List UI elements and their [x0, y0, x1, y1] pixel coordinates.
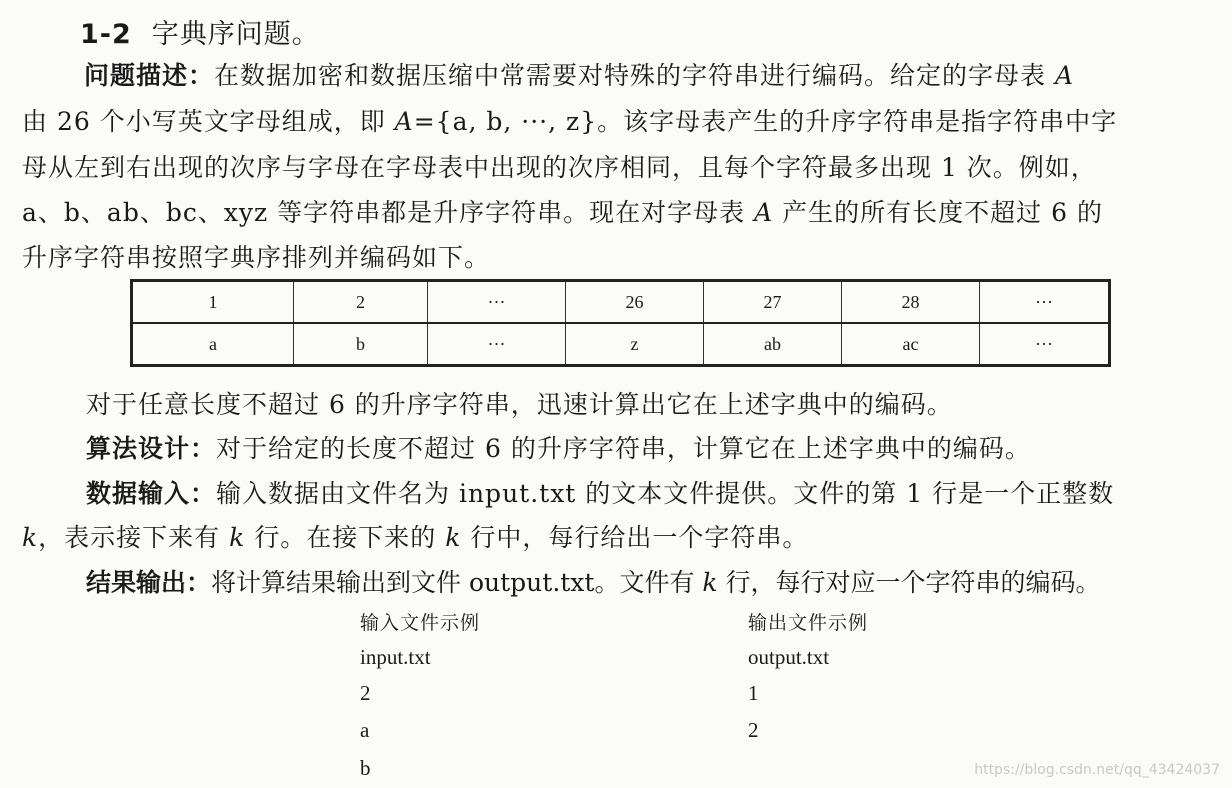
code-row: [132, 281, 1110, 324]
problem-text: 产生的所有长度不超过 6 的: [782, 198, 1103, 227]
alphabet-var: A: [754, 198, 774, 227]
string-cell: b: [294, 323, 428, 366]
input-example-line: b: [360, 756, 371, 780]
string-cell: ab: [704, 323, 842, 366]
code-cell: ···: [428, 281, 566, 324]
code-cell: 2: [294, 281, 428, 324]
code-cell: 27: [704, 281, 842, 324]
output-label: 结果输出：: [86, 568, 212, 597]
algorithm-label: 算法设计：: [86, 434, 217, 463]
alphabet-var: A: [1054, 61, 1075, 90]
problem-line-2: [22, 102, 1117, 138]
input-example-header: 输入文件示例: [360, 612, 481, 634]
string-cell: a: [132, 323, 294, 366]
string-row: [132, 323, 1110, 366]
input-text: 行中，每行给出一个字符串。: [470, 523, 809, 552]
input-text: ，表示接下来有: [38, 523, 221, 552]
input-example-line: a: [360, 718, 370, 742]
problem-text: 由 26 个小写英文字母组成，即: [22, 107, 386, 136]
encoding-table: [130, 279, 1111, 367]
input-line-2: [22, 518, 808, 554]
input-text: 输入数据由文件名为 input.txt 的文本文件提供。文件的第 1 行是一个正整数: [216, 479, 1115, 508]
k-var: k: [22, 523, 39, 552]
output-line: [86, 563, 1101, 599]
output-example-line: 2: [748, 718, 759, 742]
code-cell: 26: [566, 281, 704, 324]
input-example-line: input.txt: [360, 645, 431, 669]
problem-line-3: 母从左到右出现的次序与字母在字母表中出现的次序相同，且每个字符最多出现 1 次。例如，: [22, 153, 1097, 182]
k-var: k: [229, 523, 246, 552]
problem-line-1: [84, 56, 1074, 92]
problem-text: 在数据加密和数据压缩中常需要对特殊的字符串进行编码。给定的字母表: [214, 61, 1047, 90]
k-var: k: [702, 568, 718, 597]
string-cell: ac: [842, 323, 980, 366]
problem-text: 。该字母表产生的升序字符串是指字符串中字: [597, 107, 1118, 136]
output-example-header: 输出文件示例: [748, 612, 869, 634]
output-example-line: output.txt: [748, 645, 830, 669]
code-cell: ···: [980, 281, 1110, 324]
section-title: 字典序问题。: [151, 19, 320, 50]
input-example-line: 2: [360, 681, 371, 705]
section-heading: [80, 12, 320, 51]
section-number: 1-2: [80, 19, 132, 50]
watermark: https://blog.csdn.net/qq_43424037: [974, 762, 1220, 778]
code-cell: 28: [842, 281, 980, 324]
string-cell: ···: [428, 323, 566, 366]
alphabet-set: ={a, b, ···, z}: [413, 107, 598, 136]
problem-line-5: 升序字符串按照字典序排列并编码如下。: [22, 243, 491, 272]
input-line-1: [86, 474, 1114, 510]
output-text: 行，每行对应一个字符串的编码。: [725, 568, 1101, 597]
problem-text: a、b、ab、bc、xyz 等字符串都是升序字符串。现在对字母表: [22, 198, 746, 227]
string-cell: z: [566, 323, 704, 366]
problem-line-4: [22, 193, 1103, 229]
problem-label: 问题描述：: [84, 61, 215, 90]
output-text: 将计算结果输出到文件 output.txt。文件有: [211, 568, 695, 597]
string-cell: ···: [980, 323, 1110, 366]
input-text: 行。在接下来的: [254, 523, 437, 552]
task-statement: 对于任意长度不超过 6 的升序字符串，迅速计算出它在上述字典中的编码。: [86, 390, 953, 419]
output-example-line: 1: [748, 681, 759, 705]
k-var: k: [445, 523, 462, 552]
alphabet-var: A: [394, 107, 414, 136]
input-label: 数据输入：: [86, 479, 217, 508]
code-cell: 1: [132, 281, 294, 324]
algorithm-text: 对于给定的长度不超过 6 的升序字符串，计算它在上述字典中的编码。: [216, 434, 1031, 463]
algorithm-line: [86, 429, 1031, 465]
